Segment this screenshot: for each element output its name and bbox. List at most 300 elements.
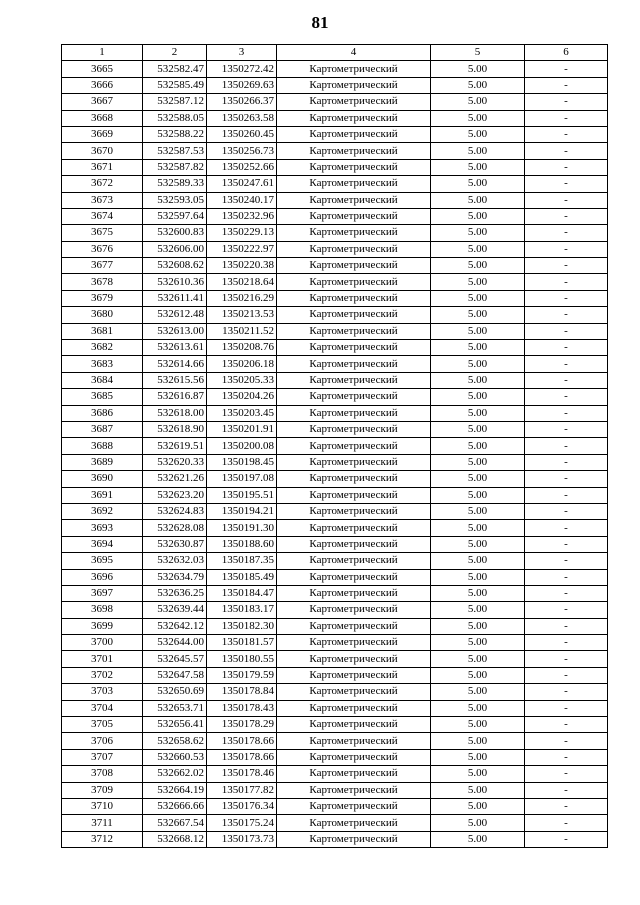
point-number-cell: 3708 <box>62 766 143 782</box>
description-cell: - <box>525 143 608 159</box>
description-cell: - <box>525 798 608 814</box>
description-cell: - <box>525 389 608 405</box>
y-coordinate-cell: 1350181.57 <box>207 635 277 651</box>
y-coordinate-cell: 1350240.17 <box>207 192 277 208</box>
accuracy-cell: 5.00 <box>431 749 525 765</box>
point-number-cell: 3702 <box>62 667 143 683</box>
y-coordinate-cell: 1350205.33 <box>207 372 277 388</box>
accuracy-cell: 5.00 <box>431 225 525 241</box>
table-row <box>62 536 608 552</box>
accuracy-cell: 5.00 <box>431 618 525 634</box>
table-row <box>62 126 608 142</box>
description-cell: - <box>525 208 608 224</box>
y-coordinate-cell: 1350201.91 <box>207 421 277 437</box>
y-coordinate-cell: 1350269.63 <box>207 77 277 93</box>
y-coordinate-cell: 1350203.45 <box>207 405 277 421</box>
table-row <box>62 766 608 782</box>
description-cell: - <box>525 61 608 77</box>
x-coordinate-cell: 532662.02 <box>143 766 207 782</box>
x-coordinate-cell: 532621.26 <box>143 471 207 487</box>
x-coordinate-cell: 532636.25 <box>143 585 207 601</box>
table-row <box>62 831 608 847</box>
point-number-cell: 3670 <box>62 143 143 159</box>
accuracy-cell: 5.00 <box>431 651 525 667</box>
table-row <box>62 323 608 339</box>
point-number-cell: 3680 <box>62 307 143 323</box>
x-coordinate-cell: 532611.41 <box>143 290 207 306</box>
point-number-cell: 3698 <box>62 602 143 618</box>
description-cell: - <box>525 602 608 618</box>
method-cell: Картометрический <box>277 766 431 782</box>
point-number-cell: 3668 <box>62 110 143 126</box>
table-row <box>62 700 608 716</box>
point-number-cell: 3665 <box>62 61 143 77</box>
method-cell: Картометрический <box>277 667 431 683</box>
accuracy-cell: 5.00 <box>431 733 525 749</box>
description-cell: - <box>525 421 608 437</box>
x-coordinate-cell: 532600.83 <box>143 225 207 241</box>
y-coordinate-cell: 1350218.64 <box>207 274 277 290</box>
method-cell: Картометрический <box>277 389 431 405</box>
y-coordinate-cell: 1350206.18 <box>207 356 277 372</box>
point-number-cell: 3683 <box>62 356 143 372</box>
method-cell: Картометрический <box>277 176 431 192</box>
y-coordinate-cell: 1350200.08 <box>207 438 277 454</box>
accuracy-cell: 5.00 <box>431 110 525 126</box>
x-coordinate-cell: 532587.82 <box>143 159 207 175</box>
table-row <box>62 454 608 470</box>
description-cell: - <box>525 569 608 585</box>
table-row <box>62 503 608 519</box>
description-cell: - <box>525 831 608 847</box>
description-cell: - <box>525 94 608 110</box>
table-row <box>62 94 608 110</box>
description-cell: - <box>525 405 608 421</box>
y-coordinate-cell: 1350185.49 <box>207 569 277 585</box>
description-cell: - <box>525 700 608 716</box>
table-row <box>62 487 608 503</box>
accuracy-cell: 5.00 <box>431 831 525 847</box>
accuracy-cell: 5.00 <box>431 536 525 552</box>
table-row <box>62 77 608 93</box>
point-number-cell: 3667 <box>62 94 143 110</box>
method-cell: Картометрический <box>277 274 431 290</box>
column-header: 3 <box>207 45 277 61</box>
y-coordinate-cell: 1350178.66 <box>207 749 277 765</box>
accuracy-cell: 5.00 <box>431 569 525 585</box>
point-number-cell: 3689 <box>62 454 143 470</box>
description-cell: - <box>525 225 608 241</box>
method-cell: Картометрический <box>277 717 431 733</box>
y-coordinate-cell: 1350176.34 <box>207 798 277 814</box>
y-coordinate-cell: 1350187.35 <box>207 553 277 569</box>
column-header: 6 <box>525 45 608 61</box>
point-number-cell: 3695 <box>62 553 143 569</box>
method-cell: Картометрический <box>277 61 431 77</box>
accuracy-cell: 5.00 <box>431 766 525 782</box>
x-coordinate-cell: 532613.00 <box>143 323 207 339</box>
table-row <box>62 225 608 241</box>
description-cell: - <box>525 733 608 749</box>
x-coordinate-cell: 532589.33 <box>143 176 207 192</box>
table-row <box>62 176 608 192</box>
table-row <box>62 749 608 765</box>
accuracy-cell: 5.00 <box>431 389 525 405</box>
method-cell: Картометрический <box>277 651 431 667</box>
description-cell: - <box>525 520 608 536</box>
x-coordinate-cell: 532588.05 <box>143 110 207 126</box>
y-coordinate-cell: 1350198.45 <box>207 454 277 470</box>
description-cell: - <box>525 323 608 339</box>
table-row <box>62 798 608 814</box>
description-cell: - <box>525 503 608 519</box>
method-cell: Картометрический <box>277 700 431 716</box>
description-cell: - <box>525 307 608 323</box>
y-coordinate-cell: 1350179.59 <box>207 667 277 683</box>
x-coordinate-cell: 532620.33 <box>143 454 207 470</box>
x-coordinate-cell: 532644.00 <box>143 635 207 651</box>
description-cell: - <box>525 77 608 93</box>
method-cell: Картометрический <box>277 569 431 585</box>
y-coordinate-cell: 1350184.47 <box>207 585 277 601</box>
y-coordinate-cell: 1350195.51 <box>207 487 277 503</box>
x-coordinate-cell: 532653.71 <box>143 700 207 716</box>
x-coordinate-cell: 532624.83 <box>143 503 207 519</box>
column-header: 1 <box>62 45 143 61</box>
description-cell: - <box>525 126 608 142</box>
x-coordinate-cell: 532647.58 <box>143 667 207 683</box>
x-coordinate-cell: 532587.53 <box>143 143 207 159</box>
accuracy-cell: 5.00 <box>431 798 525 814</box>
description-cell: - <box>525 766 608 782</box>
method-cell: Картометрический <box>277 340 431 356</box>
y-coordinate-cell: 1350204.26 <box>207 389 277 405</box>
y-coordinate-cell: 1350197.08 <box>207 471 277 487</box>
method-cell: Картометрический <box>277 553 431 569</box>
accuracy-cell: 5.00 <box>431 77 525 93</box>
x-coordinate-cell: 532585.49 <box>143 77 207 93</box>
description-cell: - <box>525 454 608 470</box>
x-coordinate-cell: 532588.22 <box>143 126 207 142</box>
table-row <box>62 438 608 454</box>
accuracy-cell: 5.00 <box>431 635 525 651</box>
accuracy-cell: 5.00 <box>431 323 525 339</box>
method-cell: Картометрический <box>277 372 431 388</box>
method-cell: Картометрический <box>277 618 431 634</box>
point-number-cell: 3673 <box>62 192 143 208</box>
accuracy-cell: 5.00 <box>431 192 525 208</box>
table-row <box>62 274 608 290</box>
description-cell: - <box>525 340 608 356</box>
x-coordinate-cell: 532623.20 <box>143 487 207 503</box>
table-header-row <box>62 45 608 61</box>
table-row <box>62 520 608 536</box>
description-cell: - <box>525 536 608 552</box>
method-cell: Картометрический <box>277 438 431 454</box>
table-row <box>62 635 608 651</box>
table-row <box>62 159 608 175</box>
x-coordinate-cell: 532615.56 <box>143 372 207 388</box>
y-coordinate-cell: 1350175.24 <box>207 815 277 831</box>
point-number-cell: 3707 <box>62 749 143 765</box>
y-coordinate-cell: 1350213.53 <box>207 307 277 323</box>
point-number-cell: 3693 <box>62 520 143 536</box>
table-row <box>62 815 608 831</box>
method-cell: Картометрический <box>277 143 431 159</box>
method-cell: Картометрический <box>277 208 431 224</box>
point-number-cell: 3685 <box>62 389 143 405</box>
column-header: 2 <box>143 45 207 61</box>
table-row <box>62 569 608 585</box>
method-cell: Картометрический <box>277 536 431 552</box>
description-cell: - <box>525 749 608 765</box>
method-cell: Картометрический <box>277 405 431 421</box>
x-coordinate-cell: 532668.12 <box>143 831 207 847</box>
y-coordinate-cell: 1350194.21 <box>207 503 277 519</box>
method-cell: Картометрический <box>277 421 431 437</box>
y-coordinate-cell: 1350173.73 <box>207 831 277 847</box>
x-coordinate-cell: 532658.62 <box>143 733 207 749</box>
method-cell: Картометрический <box>277 77 431 93</box>
x-coordinate-cell: 532613.61 <box>143 340 207 356</box>
method-cell: Картометрический <box>277 503 431 519</box>
y-coordinate-cell: 1350260.45 <box>207 126 277 142</box>
y-coordinate-cell: 1350247.61 <box>207 176 277 192</box>
accuracy-cell: 5.00 <box>431 356 525 372</box>
y-coordinate-cell: 1350208.76 <box>207 340 277 356</box>
table-row <box>62 585 608 601</box>
x-coordinate-cell: 532587.12 <box>143 94 207 110</box>
accuracy-cell: 5.00 <box>431 815 525 831</box>
point-number-cell: 3666 <box>62 77 143 93</box>
table-row <box>62 602 608 618</box>
y-coordinate-cell: 1350232.96 <box>207 208 277 224</box>
table-row <box>62 340 608 356</box>
point-number-cell: 3705 <box>62 717 143 733</box>
description-cell: - <box>525 553 608 569</box>
point-number-cell: 3678 <box>62 274 143 290</box>
table-row <box>62 389 608 405</box>
point-number-cell: 3675 <box>62 225 143 241</box>
accuracy-cell: 5.00 <box>431 208 525 224</box>
accuracy-cell: 5.00 <box>431 258 525 274</box>
x-coordinate-cell: 532618.00 <box>143 405 207 421</box>
table-row <box>62 241 608 257</box>
y-coordinate-cell: 1350178.66 <box>207 733 277 749</box>
column-header: 4 <box>277 45 431 61</box>
accuracy-cell: 5.00 <box>431 684 525 700</box>
y-coordinate-cell: 1350252.66 <box>207 159 277 175</box>
method-cell: Картометрический <box>277 258 431 274</box>
accuracy-cell: 5.00 <box>431 553 525 569</box>
y-coordinate-cell: 1350178.46 <box>207 766 277 782</box>
accuracy-cell: 5.00 <box>431 94 525 110</box>
point-number-cell: 3690 <box>62 471 143 487</box>
description-cell: - <box>525 258 608 274</box>
accuracy-cell: 5.00 <box>431 340 525 356</box>
table-row <box>62 110 608 126</box>
x-coordinate-cell: 532619.51 <box>143 438 207 454</box>
y-coordinate-cell: 1350191.30 <box>207 520 277 536</box>
x-coordinate-cell: 532664.19 <box>143 782 207 798</box>
x-coordinate-cell: 532608.62 <box>143 258 207 274</box>
x-coordinate-cell: 532618.90 <box>143 421 207 437</box>
description-cell: - <box>525 618 608 634</box>
method-cell: Картометрический <box>277 520 431 536</box>
table-row <box>62 553 608 569</box>
point-number-cell: 3692 <box>62 503 143 519</box>
point-number-cell: 3701 <box>62 651 143 667</box>
accuracy-cell: 5.00 <box>431 307 525 323</box>
method-cell: Картометрический <box>277 487 431 503</box>
table-row <box>62 651 608 667</box>
accuracy-cell: 5.00 <box>431 487 525 503</box>
method-cell: Картометрический <box>277 749 431 765</box>
method-cell: Картометрический <box>277 635 431 651</box>
x-coordinate-cell: 532612.48 <box>143 307 207 323</box>
point-number-cell: 3694 <box>62 536 143 552</box>
point-number-cell: 3711 <box>62 815 143 831</box>
description-cell: - <box>525 110 608 126</box>
description-cell: - <box>525 585 608 601</box>
point-number-cell: 3699 <box>62 618 143 634</box>
y-coordinate-cell: 1350263.58 <box>207 110 277 126</box>
method-cell: Картометрический <box>277 290 431 306</box>
accuracy-cell: 5.00 <box>431 372 525 388</box>
method-cell: Картометрический <box>277 602 431 618</box>
point-number-cell: 3677 <box>62 258 143 274</box>
table-row <box>62 258 608 274</box>
point-number-cell: 3704 <box>62 700 143 716</box>
method-cell: Картометрический <box>277 126 431 142</box>
point-number-cell: 3710 <box>62 798 143 814</box>
x-coordinate-cell: 532606.00 <box>143 241 207 257</box>
accuracy-cell: 5.00 <box>431 159 525 175</box>
y-coordinate-cell: 1350220.38 <box>207 258 277 274</box>
point-number-cell: 3681 <box>62 323 143 339</box>
point-number-cell: 3700 <box>62 635 143 651</box>
description-cell: - <box>525 667 608 683</box>
y-coordinate-cell: 1350188.60 <box>207 536 277 552</box>
accuracy-cell: 5.00 <box>431 782 525 798</box>
accuracy-cell: 5.00 <box>431 667 525 683</box>
accuracy-cell: 5.00 <box>431 438 525 454</box>
accuracy-cell: 5.00 <box>431 602 525 618</box>
x-coordinate-cell: 532645.57 <box>143 651 207 667</box>
description-cell: - <box>525 372 608 388</box>
y-coordinate-cell: 1350229.13 <box>207 225 277 241</box>
accuracy-cell: 5.00 <box>431 585 525 601</box>
x-coordinate-cell: 532616.87 <box>143 389 207 405</box>
method-cell: Картометрический <box>277 782 431 798</box>
description-cell: - <box>525 651 608 667</box>
point-number-cell: 3676 <box>62 241 143 257</box>
accuracy-cell: 5.00 <box>431 143 525 159</box>
y-coordinate-cell: 1350178.43 <box>207 700 277 716</box>
x-coordinate-cell: 532666.66 <box>143 798 207 814</box>
table-row <box>62 290 608 306</box>
table-row <box>62 405 608 421</box>
table-row <box>62 372 608 388</box>
point-number-cell: 3684 <box>62 372 143 388</box>
method-cell: Картометрический <box>277 241 431 257</box>
x-coordinate-cell: 532634.79 <box>143 569 207 585</box>
accuracy-cell: 5.00 <box>431 274 525 290</box>
accuracy-cell: 5.00 <box>431 290 525 306</box>
description-cell: - <box>525 356 608 372</box>
description-cell: - <box>525 192 608 208</box>
x-coordinate-cell: 532632.03 <box>143 553 207 569</box>
method-cell: Картометрический <box>277 94 431 110</box>
x-coordinate-cell: 532628.08 <box>143 520 207 536</box>
description-cell: - <box>525 438 608 454</box>
x-coordinate-cell: 532660.53 <box>143 749 207 765</box>
y-coordinate-cell: 1350178.84 <box>207 684 277 700</box>
y-coordinate-cell: 1350183.17 <box>207 602 277 618</box>
description-cell: - <box>525 635 608 651</box>
accuracy-cell: 5.00 <box>431 176 525 192</box>
y-coordinate-cell: 1350266.37 <box>207 94 277 110</box>
y-coordinate-cell: 1350182.30 <box>207 618 277 634</box>
accuracy-cell: 5.00 <box>431 700 525 716</box>
y-coordinate-cell: 1350272.42 <box>207 61 277 77</box>
table-row <box>62 717 608 733</box>
point-number-cell: 3696 <box>62 569 143 585</box>
description-cell: - <box>525 717 608 733</box>
method-cell: Картометрический <box>277 323 431 339</box>
table-row <box>62 356 608 372</box>
description-cell: - <box>525 159 608 175</box>
accuracy-cell: 5.00 <box>431 503 525 519</box>
point-number-cell: 3703 <box>62 684 143 700</box>
description-cell: - <box>525 176 608 192</box>
table-row <box>62 208 608 224</box>
accuracy-cell: 5.00 <box>431 717 525 733</box>
x-coordinate-cell: 532597.64 <box>143 208 207 224</box>
table-row <box>62 782 608 798</box>
x-coordinate-cell: 532656.41 <box>143 717 207 733</box>
x-coordinate-cell: 532642.12 <box>143 618 207 634</box>
method-cell: Картометрический <box>277 831 431 847</box>
point-number-cell: 3682 <box>62 340 143 356</box>
y-coordinate-cell: 1350180.55 <box>207 651 277 667</box>
y-coordinate-cell: 1350216.29 <box>207 290 277 306</box>
table-body <box>62 61 608 848</box>
description-cell: - <box>525 290 608 306</box>
accuracy-cell: 5.00 <box>431 126 525 142</box>
accuracy-cell: 5.00 <box>431 241 525 257</box>
x-coordinate-cell: 532610.36 <box>143 274 207 290</box>
y-coordinate-cell: 1350178.29 <box>207 717 277 733</box>
description-cell: - <box>525 471 608 487</box>
y-coordinate-cell: 1350177.82 <box>207 782 277 798</box>
accuracy-cell: 5.00 <box>431 471 525 487</box>
point-number-cell: 3679 <box>62 290 143 306</box>
accuracy-cell: 5.00 <box>431 61 525 77</box>
table-row <box>62 471 608 487</box>
description-cell: - <box>525 684 608 700</box>
point-number-cell: 3686 <box>62 405 143 421</box>
method-cell: Картометрический <box>277 733 431 749</box>
point-number-cell: 3687 <box>62 421 143 437</box>
table-row <box>62 618 608 634</box>
page-number: 81 <box>311 13 329 32</box>
table-row <box>62 61 608 77</box>
table-row <box>62 684 608 700</box>
table-row <box>62 143 608 159</box>
y-coordinate-cell: 1350211.52 <box>207 323 277 339</box>
point-number-cell: 3688 <box>62 438 143 454</box>
